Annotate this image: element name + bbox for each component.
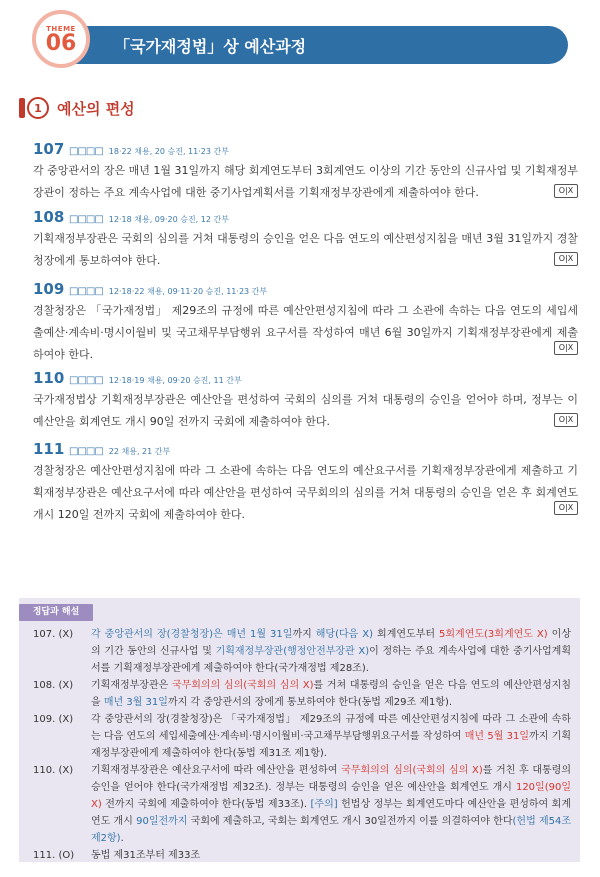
theme-badge: [32, 10, 90, 68]
answer-number: 110. (X): [33, 765, 74, 776]
answer-text: 기획재정부장관(행정안전부장관 X): [215, 646, 370, 657]
section-number: 1: [27, 97, 49, 119]
ox-answer-box[interactable]: O|X: [554, 501, 578, 515]
page-title: 「국가재정법」상 예산과정: [114, 37, 307, 56]
answer-text: 국무회의의 심의(국회의 심의 X): [341, 765, 483, 776]
question-text: 경찰청장은 예산안편성지침에 따라 그 소관에 속하는 다음 연도의 예산요구서를 기획재정부장관에게 제출하고 기획재정부장관은 예산요구서에 따라 예산안을 편성하여 국무회의의 심의를 거쳐 대통령의 승인을 얻은 후 회계연도 개시 120일 전까지 국회에 제출하여야 한다.: [33, 464, 578, 521]
section-bar-icon: [19, 98, 25, 118]
question-source: 22 채용, 21 간부: [108, 447, 171, 456]
answer-number: 107. (X): [33, 629, 74, 640]
question-header: [33, 440, 578, 460]
answer-text: 를 거친 후 대통령의 승인을 얻어야 한다(국가재정법 제32조). 정부는 대통령의 승인을 얻은 예산안을 회계연도 개시: [91, 765, 571, 793]
answer-text: 매년 1월 31일: [226, 629, 293, 640]
chapter-header: [32, 22, 568, 67]
answer-item: [33, 847, 571, 864]
question-text: 경찰청장은 「국가재정법」 제29조의 규정에 따른 예산안편성지침에 따라 그 소관에 속하는 다음 연도의 세입세출예산·계속비·명시이월비 및 국고채무부담행위 요구서를 작성하여 매년 6월 30일까지 기획재정부장관에게 제출하여야 한다.: [33, 304, 578, 361]
theme-label: THEME: [46, 25, 76, 33]
question-text: 각 중앙관서의 장은 매년 1월 31일까지 해당 회계연도부터 3회계연도 이상의 기간 동안의 신규사업 및 기획재정부장관이 정하는 주요 계속사업에 대한 중기사업계획서를 기획재정부장관에게 제출하여야 한다.: [33, 164, 578, 199]
ox-answer-box[interactable]: O|X: [554, 252, 578, 266]
answer-item: [33, 677, 571, 711]
answer-text: [주의]: [310, 799, 338, 810]
section-heading: [19, 96, 135, 120]
question-source: 12·18·19 채용, 09·20 승진, 11 간부: [108, 376, 242, 385]
question-source: 18·22 채용, 20 승진, 11·23 간부: [108, 147, 229, 156]
answer-text: 회계연도부터: [373, 629, 440, 640]
ox-answer-box[interactable]: O|X: [554, 184, 578, 198]
answer-text: (헌법 제54조 제2항): [91, 816, 572, 844]
answer-text: 국무회의의 심의(국회의 심의 X): [171, 680, 314, 691]
question-109: [33, 280, 578, 366]
answer-text: .: [120, 833, 124, 844]
answer-text: 까지: [292, 629, 316, 640]
question-111: [33, 440, 578, 526]
answer-number: 111. (O): [33, 850, 75, 861]
checkbox-icons[interactable]: □□□□: [69, 375, 103, 386]
question-text: 국가재정법상 기획재정부장관은 예산안을 편성하여 국회의 심의를 거쳐 대통령의 승인을 얻어야 하며, 정부는 이 예산안을 회계연도 개시 90일 전까지 국회에 제출하여야 한다.: [33, 393, 578, 428]
answer-text: 까지 기획재정부장관에게 제출하여야 한다(동법 제31조 제1항).: [91, 731, 571, 759]
answer-text: 매년 3월 31일: [103, 697, 168, 708]
answer-item: [33, 711, 571, 762]
checkbox-icons[interactable]: □□□□: [69, 146, 103, 157]
question-number: 108: [33, 208, 65, 226]
question-number: 110: [33, 369, 65, 387]
question-number: 107: [33, 140, 65, 158]
answer-text: 이상의 기간 동안의 신규사업 및: [91, 629, 571, 657]
answer-number: 108. (X): [33, 680, 74, 691]
question-header: [33, 208, 578, 228]
answer-number: 109. (X): [33, 714, 74, 725]
theme-number: 06: [45, 31, 77, 56]
section-title: 예산의 편성: [57, 99, 135, 118]
answer-item: [33, 762, 571, 847]
checkbox-icons[interactable]: □□□□: [69, 286, 103, 297]
answer-text: 동법 제31조부터 제33조: [91, 850, 201, 861]
question-108: [33, 208, 578, 272]
answer-text: 까지 각 중앙관서의 장에게 통보하여야 한다(동법 제29조 제1항).: [167, 697, 453, 708]
answer-text: 기획재정부장관은 예산요구서에 따라 예산안을 편성하여: [91, 765, 342, 776]
answer-text: 헌법상 정부는 회계연도마다 예산안을 편성하여 회계연도 개시: [91, 799, 572, 827]
checkbox-icons[interactable]: □□□□: [69, 446, 103, 457]
ox-answer-box[interactable]: O|X: [554, 413, 578, 427]
question-source: 12·18·22 채용, 09·11·20 승진, 11·23 간부: [108, 287, 268, 296]
question-number: 109: [33, 280, 65, 298]
question-header: [33, 140, 578, 160]
question-110: [33, 369, 578, 433]
answer-text: 해당(다음 X): [315, 629, 374, 640]
answer-text: 매년 5월 31일: [464, 731, 530, 742]
answer-text: 국회에 제출하고, 국회는 회계연도 개시 30일전까지 이를 의결하여야 한다: [187, 816, 513, 827]
answer-item: [33, 626, 571, 677]
answer-text: 각 중앙관서의 장(경찰청장)은 「국가재정법」 제29조의 규정에 따른 예산안편성지침에 따라 그 소관에 속하는 다음 연도의 세입세출예산·계속비·명시이월비·국고채무부담행위요구서를 작성하여: [91, 714, 571, 742]
question-number: 111: [33, 440, 65, 458]
ox-answer-box[interactable]: O|X: [554, 341, 578, 355]
answer-text: 를 거쳐 대통령의 승인을 얻은 다음 연도의 예산안편성지침을: [91, 680, 571, 708]
answer-text: 90일전까지: [136, 816, 188, 827]
answer-text: 이 정하는 주요 계속사업에 대한 중기사업계획서를 기획재정부장관에게 제출하여야 한다(국가재정법 제28조).: [91, 646, 571, 674]
question-source: 12·18 채용, 09·20 승진, 12 간부: [108, 215, 229, 224]
answer-tab-label: 정답과 해설: [19, 604, 93, 621]
answer-list: [33, 626, 571, 864]
checkbox-icons[interactable]: □□□□: [69, 214, 103, 225]
question-107: [33, 140, 578, 204]
answer-text: 전까지 국회에 제출하여야 한다(동법 제33조).: [101, 799, 311, 810]
answer-text: 각 중앙관서의 장(경찰청장)은: [91, 629, 227, 640]
answer-text: 기획재정부장관은: [91, 680, 172, 691]
question-header: [33, 280, 578, 300]
answer-text: 120일(90일 X): [91, 782, 571, 810]
question-header: [33, 369, 578, 389]
question-text: 기획재정부장관은 국회의 심의를 거쳐 대통령의 승인을 얻은 다음 연도의 예산편성지침을 매년 3월 31일까지 경찰청장에게 통보하여야 한다.: [33, 232, 578, 267]
answer-text: 5회계연도(3회계연도 X): [439, 629, 548, 640]
